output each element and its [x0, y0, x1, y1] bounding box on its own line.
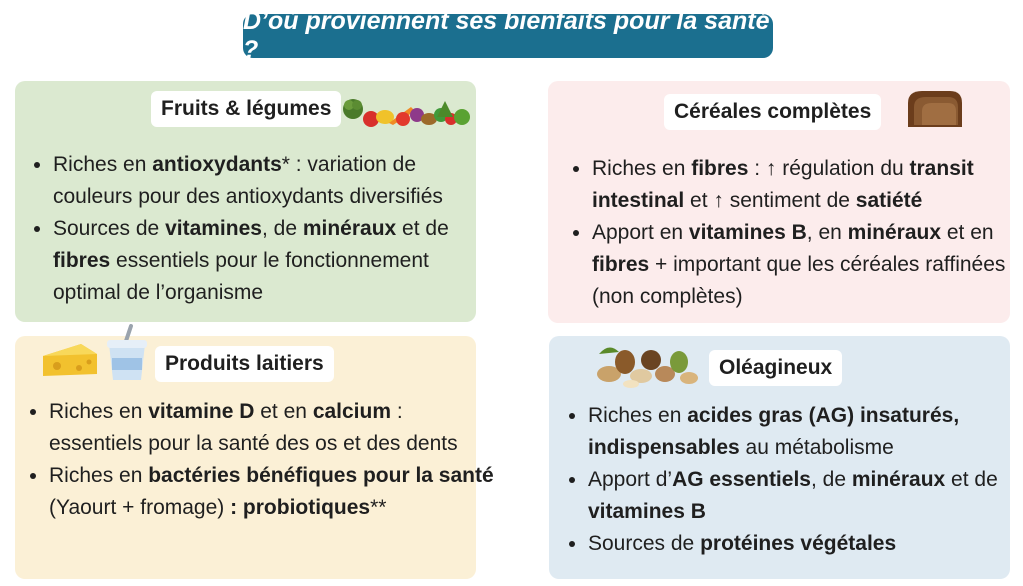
cheese-icon	[41, 340, 99, 380]
cereals-bullet-1: • Riches en fibres : ↑ régulation du transit intestinal et ↑ sentiment de satiété	[592, 153, 1023, 217]
fruits-vegetables-icon	[341, 93, 473, 129]
dairy-card	[15, 336, 494, 579]
nuts-bullet-1: • Riches en acides gras (AG) insaturés, indispensables au métabolisme	[588, 400, 1023, 464]
dairy-label: Produits laitiers	[155, 346, 334, 382]
bread-icon	[904, 85, 966, 131]
fruits-vegetables-label: Fruits & légumes	[151, 91, 341, 127]
oilseeds-card	[549, 336, 1010, 579]
fruits-vegetables-card	[15, 81, 476, 322]
dairy-bullet-2: • Riches en bactéries bénéfiques pour la santé (Yaourt + fromage) : probiotiques**	[49, 460, 494, 524]
fruits-bullet-1: • Riches en antioxydants* : variation de couleurs pour des antioxydants diversifiés	[53, 149, 493, 213]
yogurt-icon	[103, 324, 151, 384]
page-title: D’où proviennent ses bienfaits pour la santé ?	[243, 14, 773, 58]
whole-grains-card	[548, 81, 1010, 323]
fruits-bullet-2: • Sources de vitamines, de minéraux et de fibres essentiels pour le fonctionnement optimal de l’organisme	[53, 213, 493, 309]
nuts-bullet-3: • Sources de protéines végétales	[588, 528, 1023, 560]
dairy-bullet-1: • Riches en vitamine D et en calcium : essentiels pour la santé des os et des dents	[49, 396, 494, 460]
whole-grains-label: Céréales complètes	[664, 94, 881, 130]
cereals-bullet-2: • Apport en vitamines B, en minéraux et en fibres + important que les céréales raffinées (non complètes)	[592, 217, 1023, 313]
nuts-bullet-2: • Apport d’AG essentiels, de minéraux et de vitamines B	[588, 464, 1023, 528]
nuts-icon	[591, 340, 701, 390]
oilseeds-label: Oléagineux	[709, 350, 842, 386]
